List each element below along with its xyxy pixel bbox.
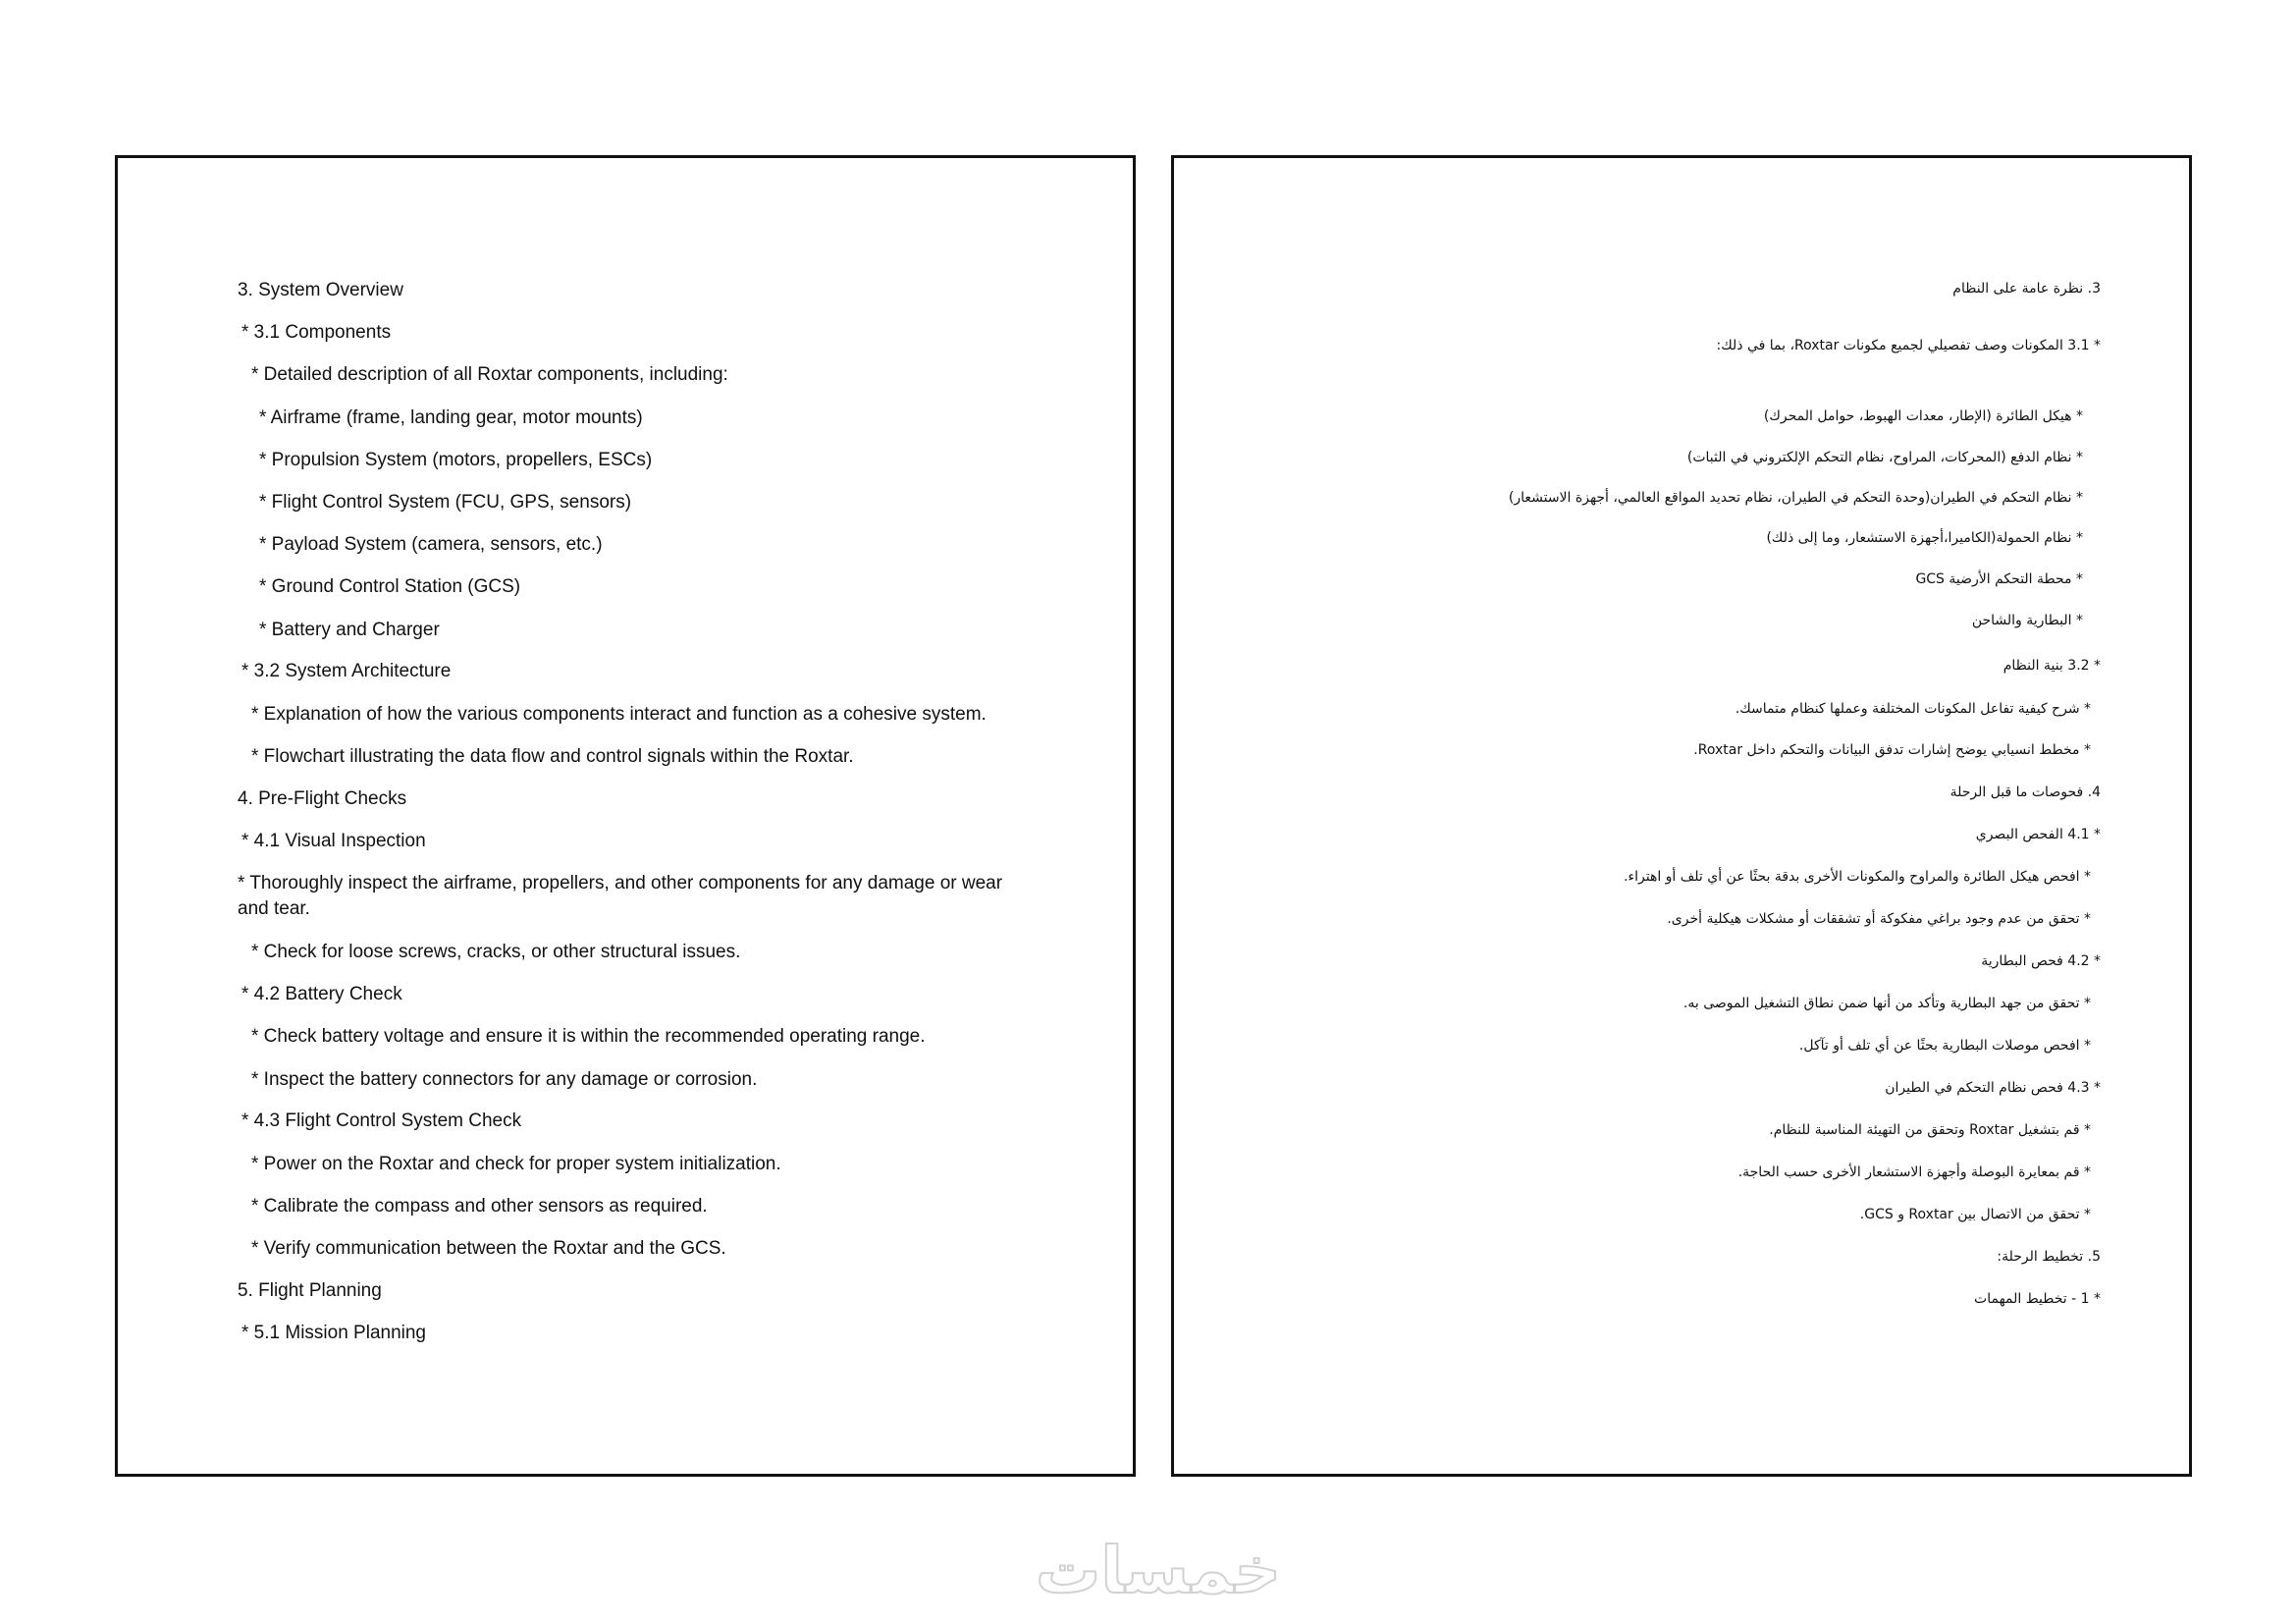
list-item: * Propulsion System (motors, propellers, ESCs)	[259, 450, 653, 470]
list-item: * Detailed description of all Roxtar components, including:	[251, 364, 728, 385]
list-item: * Thoroughly inspect the airframe, propellers, and other components for any damage or wear and tear.	[238, 873, 1003, 919]
subheading-components: * 3.1 Components	[241, 322, 392, 343]
list-item: * Explanation of how the various components interact and function as a cohesive system.	[251, 704, 987, 725]
list-item: * Ground Control Station (GCS)	[259, 576, 521, 597]
list-item: * Check battery voltage and ensure it is within the recommended operating range.	[251, 1026, 926, 1047]
list-item: * Inspect the battery connectors for any damage or corrosion.	[251, 1069, 758, 1090]
list-item: * محطة التحكم الأرضية GCS	[1915, 571, 2083, 587]
list-item: * تحقق من الاتصال بين Roxtar و GCS.	[1859, 1207, 2091, 1222]
list-item: * تحقق من جهد البطارية وتأكد من أنها ضمن نطاق التشغيل الموصى به.	[1682, 996, 2091, 1011]
list-item: * هيكل الطائرة (الإطار، معدات الهبوط، حوامل المحرك)	[1763, 408, 2083, 424]
subheading-battery-check-ar: * 4.2 فحص البطارية	[1981, 953, 2101, 969]
list-item: * Power on the Roxtar and check for proper system initialization.	[251, 1154, 781, 1174]
subheading-mission-planning: * 5.1 Mission Planning	[241, 1323, 426, 1343]
arabic-page	[1171, 155, 2192, 1477]
list-item: * Verify communication between the Roxtar and the GCS.	[251, 1238, 726, 1259]
heading-flight-planning-ar: 5. تخطيط الرحلة:	[1997, 1249, 2101, 1265]
subheading-mission-planning-ar: * 1 - تخطيط المهمات	[1974, 1291, 2101, 1307]
subheading-system-architecture-ar: * 3.2 بنية النظام	[2002, 658, 2101, 674]
list-item: * افحص موصلات البطارية بحثًا عن أي تلف أو تآكل.	[1798, 1038, 2091, 1054]
heading-pre-flight-checks: 4. Pre-Flight Checks	[238, 788, 407, 809]
heading-pre-flight-checks-ar: 4. فحوصات ما قبل الرحلة	[1949, 785, 2101, 800]
list-item: * افحص هيكل الطائرة والمراوح والمكونات الأخرى بدقة بحثًا عن أي تلف أو اهتراء.	[1624, 869, 2091, 885]
subheading-flight-control-check: * 4.3 Flight Control System Check	[241, 1110, 522, 1131]
watermark-logo: خمسات	[1035, 1533, 1282, 1608]
list-item: * مخطط انسيابي يوضح إشارات تدفق البيانات والتحكم داخل Roxtar.	[1693, 742, 2091, 758]
list-item: * تحقق من عدم وجود براغي مفكوكة أو تشققات أو مشكلات هيكلية أخرى.	[1667, 911, 2091, 927]
subheading-battery-check: * 4.2 Battery Check	[241, 984, 402, 1004]
list-item: * Check for loose screws, cracks, or other structural issues.	[251, 942, 741, 962]
list-item: * Payload System (camera, sensors, etc.)	[259, 534, 603, 555]
heading-flight-planning: 5. Flight Planning	[238, 1280, 382, 1301]
list-item: * نظام الحمولة(الكاميرا،أجهزة الاستشعار، وما إلى ذلك)	[1766, 530, 2083, 546]
list-item: * قم بمعايرة البوصلة وأجهزة الاستشعار الأخرى حسب الحاجة.	[1737, 1164, 2091, 1180]
heading-system-overview: 3. System Overview	[238, 280, 403, 300]
list-item: * Airframe (frame, landing gear, motor mounts)	[259, 407, 643, 428]
list-item: * نظام الدفع (المحركات، المراوح، نظام التحكم الإلكتروني في الثبات)	[1686, 450, 2083, 465]
heading-system-overview-ar: 3. نظرة عامة على النظام	[1952, 281, 2101, 297]
list-item: * Flowchart illustrating the data flow and control signals within the Roxtar.	[251, 746, 854, 767]
list-item: * نظام التحكم في الطيران(وحدة التحكم في الطيران، نظام تحديد المواقع العالمي، أجهزة الاستشعار)	[1508, 490, 2083, 506]
list-item: * Battery and Charger	[259, 620, 440, 640]
subheading-components-ar: * 3.1 المكونات وصف تفصيلي لجميع مكونات Roxtar، بما في ذلك:	[1716, 338, 2101, 353]
list-item: * Flight Control System (FCU, GPS, sensors)	[259, 492, 632, 513]
list-item: * شرح كيفية تفاعل المكونات المختلفة وعملها كنظام متماسك.	[1735, 701, 2091, 717]
list-item: * البطارية والشاحن	[1971, 613, 2083, 628]
subheading-visual-inspection-ar: * 4.1 الفحص البصري	[1975, 827, 2101, 842]
english-page	[115, 155, 1136, 1477]
list-item: * قم بتشغيل Roxtar وتحقق من التهيئة المناسبة للنظام.	[1769, 1122, 2091, 1138]
subheading-system-architecture: * 3.2 System Architecture	[241, 661, 452, 681]
subheading-flight-control-check-ar: * 4.3 فحص نظام التحكم في الطيران	[1885, 1080, 2101, 1096]
list-item: * Calibrate the compass and other sensors as required.	[251, 1196, 708, 1217]
subheading-visual-inspection: * 4.1 Visual Inspection	[241, 831, 426, 851]
